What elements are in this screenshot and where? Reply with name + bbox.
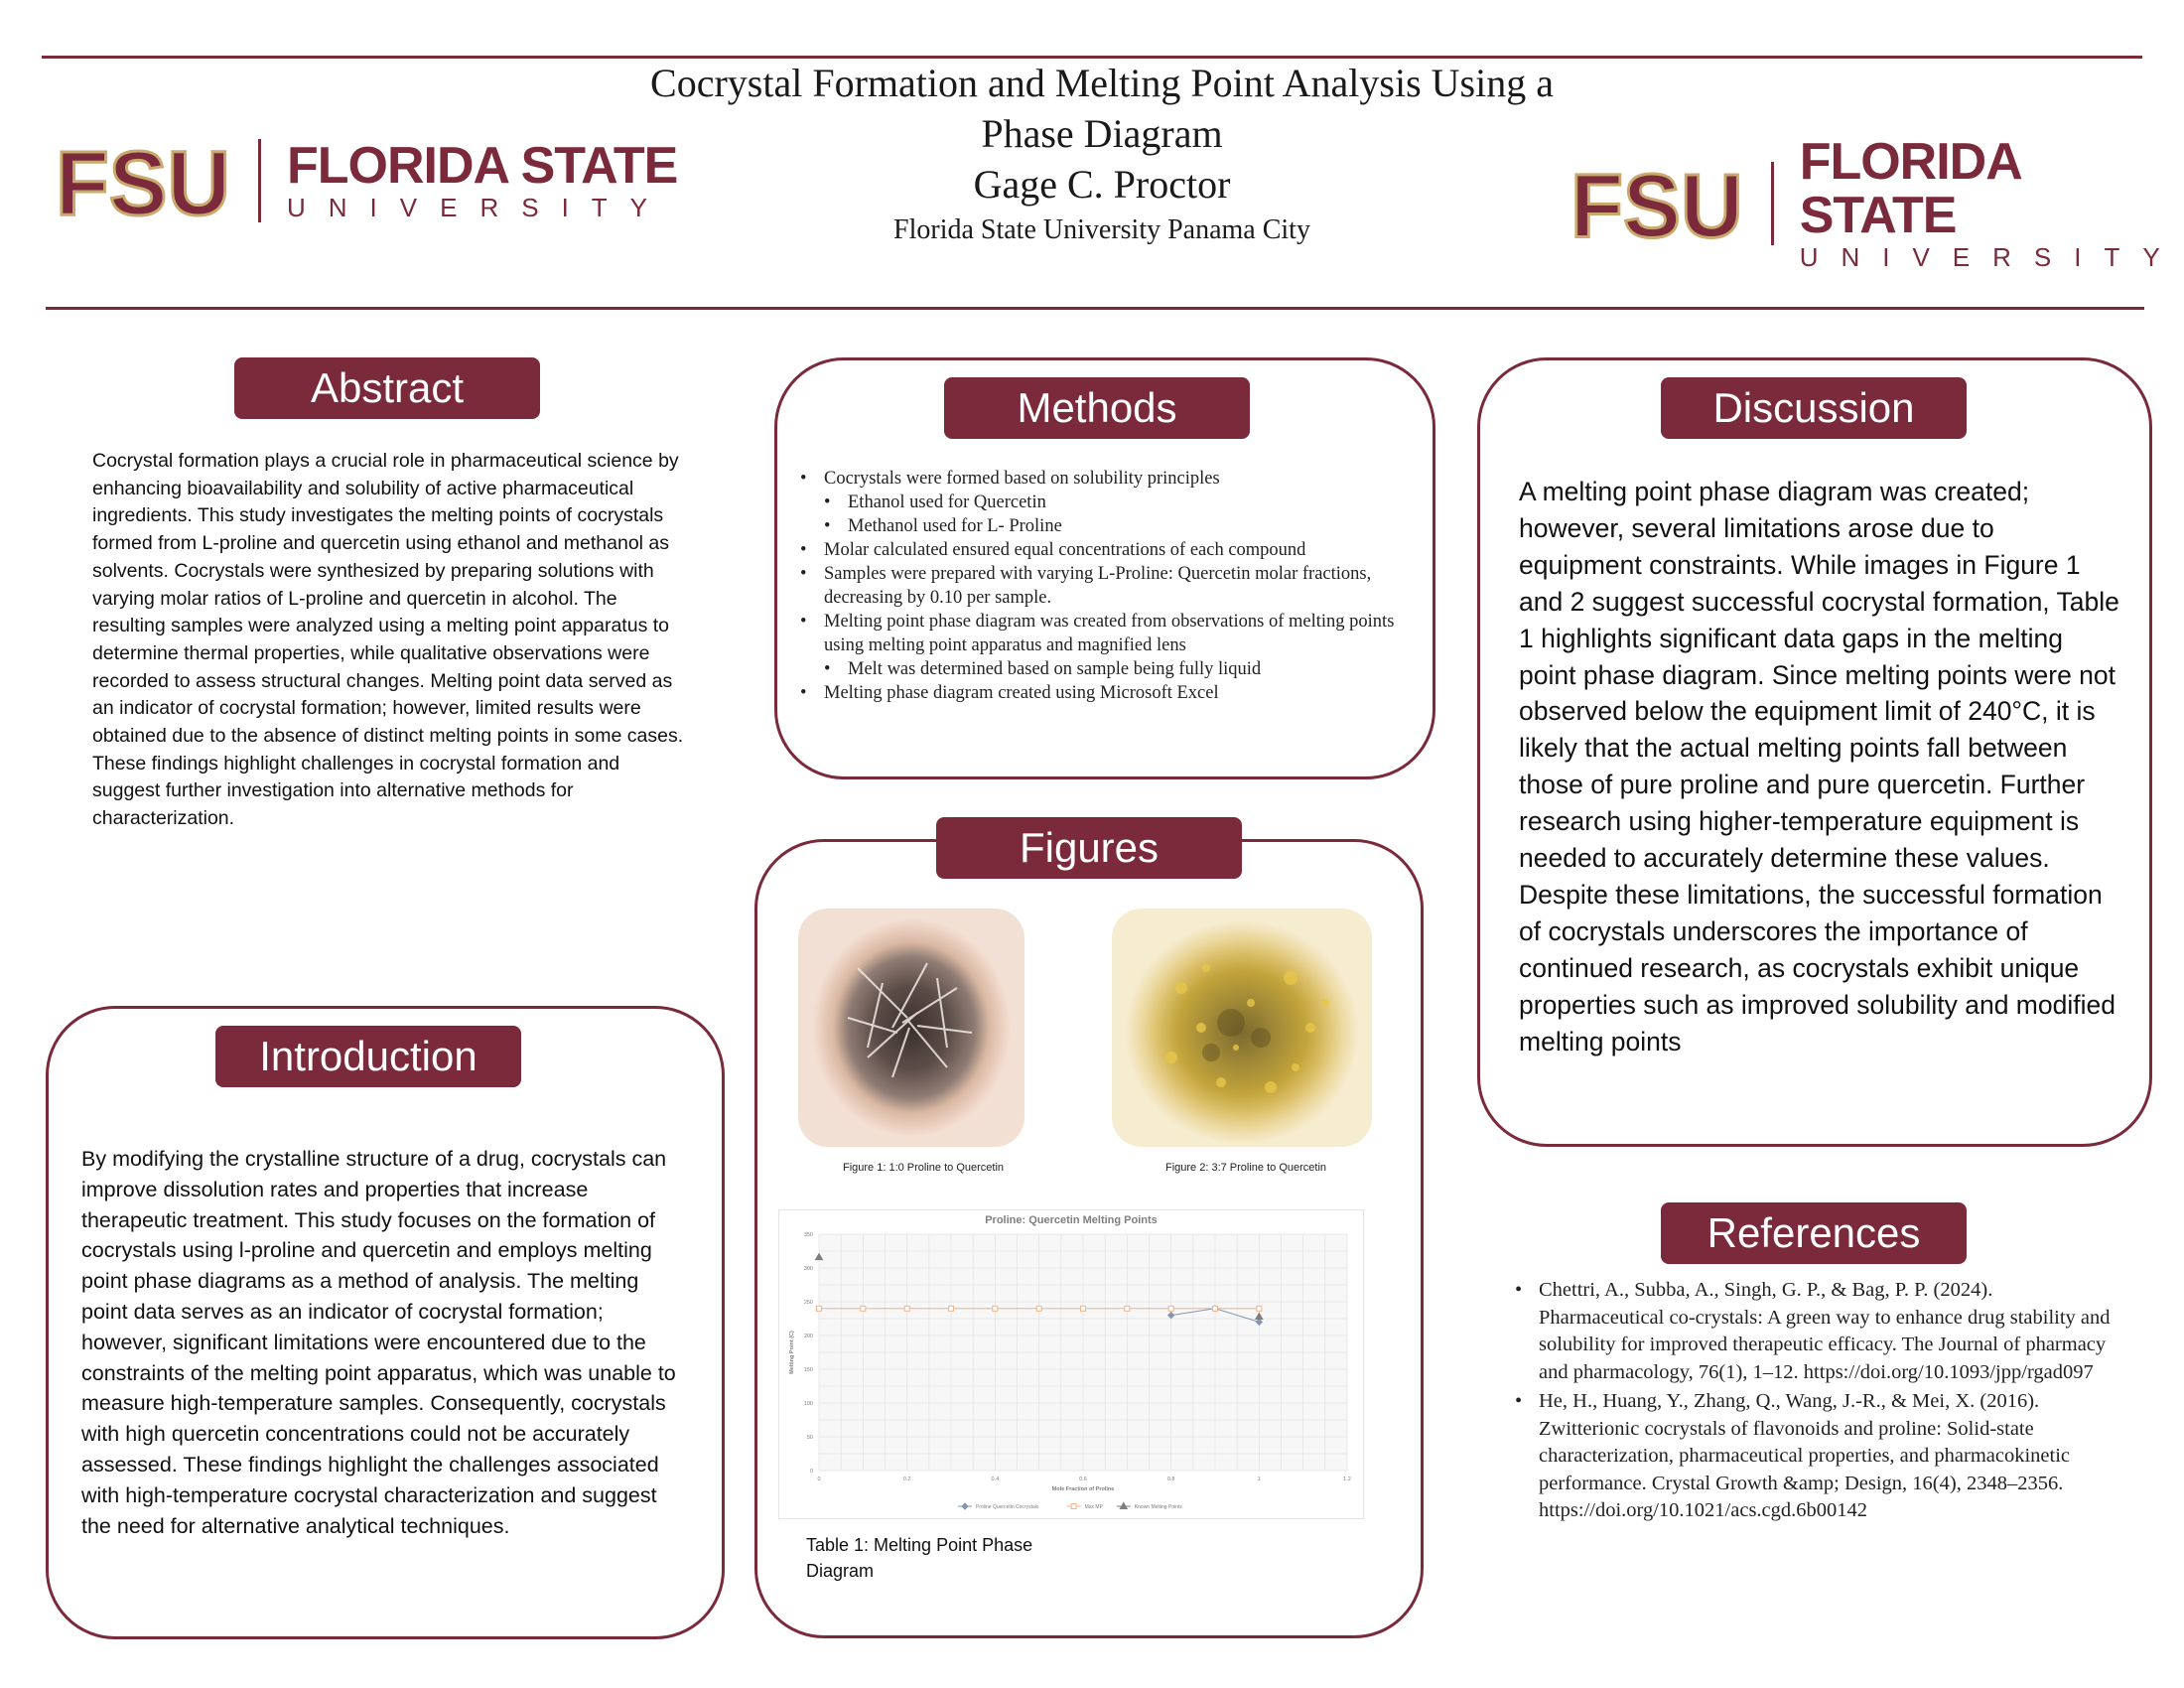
y-tick-label: 100 xyxy=(803,1401,813,1407)
data-point-maxmp xyxy=(1071,1504,1076,1509)
references-list xyxy=(1515,1277,2111,1527)
x-tick-label: 1 xyxy=(1257,1477,1261,1482)
data-point-maxmp xyxy=(949,1306,954,1311)
methods-item: • Samples were prepared with varying L-Proline: Quercetin molar fractions, decreasing by 0.10 per sample. xyxy=(800,562,1416,610)
table-caption: Table 1: Melting Point Phase Diagram xyxy=(806,1535,1033,1581)
x-tick-label: 0.6 xyxy=(1079,1477,1087,1482)
legend-label: Known Melting Points xyxy=(1134,1504,1182,1510)
discussion-text: A melting point phase diagram was created; however, several limitations arose due to equipment constraints. While images in Figure 1 and 2 suggest successful cocrystal formation, Table 1 highlights significant data gaps in the melting point phase diagram. Since melting points were not observed below the equipment limit of 240°C, it is likely that the actual melting points fall between those of pure proline and pure quercetin. Further research using higher-temperature equipment is needed to accurately determine these values. Despite these limitations, the successful formation of cocrystals underscores the importance of continued research, as cocrystals exhibit unique properties such as improved solubility and modified melting points xyxy=(1519,477,2119,1056)
data-point-maxmp xyxy=(1257,1306,1262,1311)
poster-title-line2: Phase Diagram xyxy=(981,111,1223,156)
introduction-heading: Introduction xyxy=(215,1026,521,1087)
x-tick-label: 0.2 xyxy=(902,1477,911,1482)
data-point-cocrystal xyxy=(962,1503,968,1509)
y-tick-label: 150 xyxy=(803,1367,813,1373)
methods-subitem: • Methanol used for L- Proline xyxy=(800,514,1416,538)
discussion-heading: Discussion xyxy=(1661,377,1967,439)
poster-title-line1: Cocrystal Formation and Melting Point Analysis Using a xyxy=(650,61,1554,105)
figures-heading: Figures xyxy=(936,817,1242,879)
chart-title: Proline: Quercetin Melting Points xyxy=(985,1214,1158,1226)
y-tick-label: 250 xyxy=(803,1300,813,1306)
logo-sub: UNIVERSITY xyxy=(1799,242,2183,272)
abstract-heading: Abstract xyxy=(234,357,540,419)
methods-subitem: • Ethanol used for Quercetin xyxy=(800,491,1416,514)
poster-title-block xyxy=(556,58,1648,250)
data-point-maxmp xyxy=(1125,1306,1130,1311)
methods-item: • Melting point phase diagram was created from observations of melting points using melting point apparatus and magnified lens xyxy=(800,610,1416,657)
data-point-maxmp xyxy=(1213,1306,1218,1311)
y-tick-label: 0 xyxy=(809,1469,813,1475)
references-heading: References xyxy=(1661,1202,1967,1264)
figure1-photo xyxy=(798,909,1024,1147)
fsu-mark-icon xyxy=(54,139,232,222)
y-tick-label: 50 xyxy=(806,1435,813,1441)
legend-label: Max MP xyxy=(1084,1504,1103,1510)
abstract-text: Cocrystal formation plays a crucial role in pharmaceutical science by enhancing bioavailability and solubility of active pharmaceutical ingredients. This study investigates the melting points of cocrystals formed from L-proline and quercetin using ethanol and methanol as solvents. Cocrystals were synthesized by preparing solutions with varying molar ratios of L-proline and quercetin in alcohol. The resulting samples were analyzed using a melting point apparatus to determine thermal properties, while qualitative observations were recorded to assess structural changes. Melting point data served as an indicator of cocrystal formation; however, limited results were obtained due to the absence of distinct melting points in some cases. These findings highlight challenges in cocrystal formation and suggest further investigation into alternative methods for characterization. xyxy=(92,450,684,830)
logo-sub: UNIVERSITY xyxy=(287,193,671,222)
x-tick-label: 1.2 xyxy=(1343,1477,1351,1482)
logo-name: FLORIDA STATE xyxy=(1799,133,2020,244)
methods-item: • Cocrystals were formed based on solubility principles xyxy=(800,467,1416,491)
reference-item: • Chettri, A., Subba, A., Singh, G. P., & Bag, P. P. (2024). Pharmaceutical co-crystals: A green way to enhance drug stability and solubility for improved therapeutic efficacy. The Journal of pharmacy and pharmacology, 76(1), 1–12. https://doi.org/10.1093/jpp/rgad097 xyxy=(1515,1277,2111,1386)
data-point-maxmp xyxy=(861,1306,866,1311)
header-bottom-rule xyxy=(46,307,2144,310)
crystal-needles-icon xyxy=(798,909,1024,1147)
affiliation: Florida State University Panama City xyxy=(893,214,1310,245)
y-tick-label: 350 xyxy=(803,1232,813,1238)
chart-canvas xyxy=(779,1210,1363,1518)
logo-divider xyxy=(1771,162,1774,245)
yellow-precipitate-icon xyxy=(1112,909,1372,1147)
y-axis-label: Melting Point (C) xyxy=(789,1331,795,1374)
fsu-logo-right xyxy=(1569,135,2184,272)
y-tick-label: 300 xyxy=(803,1266,813,1272)
data-point-maxmp xyxy=(993,1306,998,1311)
y-tick-label: 200 xyxy=(803,1334,813,1339)
figure1-caption: Figure 1: 1:0 Proline to Quercetin xyxy=(842,1162,1005,1174)
methods-item: • Melting phase diagram created using Microsoft Excel xyxy=(800,681,1416,705)
figure2-caption: Figure 2: 3:7 Proline to Quercetin xyxy=(1164,1162,1327,1174)
introduction-text: By modifying the crystalline structure of a drug, cocrystals can improve dissolution rates and properties that increase therapeutic treatment. This study focuses on the formation of cocrystals using l-proline and quercetin and employs melting point phase diagrams as a method of analysis. The melting point data serves as an indicator of cocrystal formation; however, significant limitations were encountered due to the constraints of the melting point apparatus, which was unable to measure high-temperature samples. Consequently, cocrystals with high quercetin concentrations could not be accurately assessed. These findings highlight the challenges associated with high-temperature cocrystal characterization and suggest the need for alternative analytical techniques. xyxy=(81,1147,676,1538)
x-axis-label: Mole Fraction of Proline xyxy=(1051,1486,1115,1492)
melting-point-chart xyxy=(778,1209,1364,1519)
methods-list xyxy=(800,467,1416,705)
figure2-photo xyxy=(1112,909,1372,1147)
data-point-maxmp xyxy=(1036,1306,1041,1311)
x-tick-label: 0.8 xyxy=(1166,1477,1175,1482)
methods-item: • Molar calculated ensured equal concentrations of each compound xyxy=(800,538,1416,562)
methods-subitem: • Melt was determined based on sample being fully liquid xyxy=(800,657,1416,681)
data-point-maxmp xyxy=(1168,1306,1173,1311)
x-tick-label: 0.4 xyxy=(991,1477,1000,1482)
author-name: Gage C. Proctor xyxy=(973,162,1231,207)
logo-divider xyxy=(258,139,261,222)
methods-heading: Methods xyxy=(944,377,1250,439)
data-point-maxmp xyxy=(817,1306,822,1311)
fsu-mark-text: FSU xyxy=(1570,162,1743,245)
fsu-mark-text: FSU xyxy=(56,139,230,222)
legend-label: Proline Quercetin Cocrystals xyxy=(976,1504,1039,1510)
reference-item: • He, H., Huang, Y., Zhang, Q., Wang, J.-R., & Mei, X. (2016). Zwitterionic cocrystals of flavonoids and proline: Solid-state characterization, pharmaceutical properties, and pharmacokinetic performance. Crystal Growth &amp; Design, 16(4), 2348–2356. https://doi.org/10.1021/acs.cgd.6b00142 xyxy=(1515,1388,2111,1525)
data-point-maxmp xyxy=(1081,1306,1086,1311)
x-tick-label: 0 xyxy=(817,1477,821,1482)
data-point-maxmp xyxy=(904,1306,909,1311)
logo-name: FLORIDA STATE xyxy=(287,137,678,195)
